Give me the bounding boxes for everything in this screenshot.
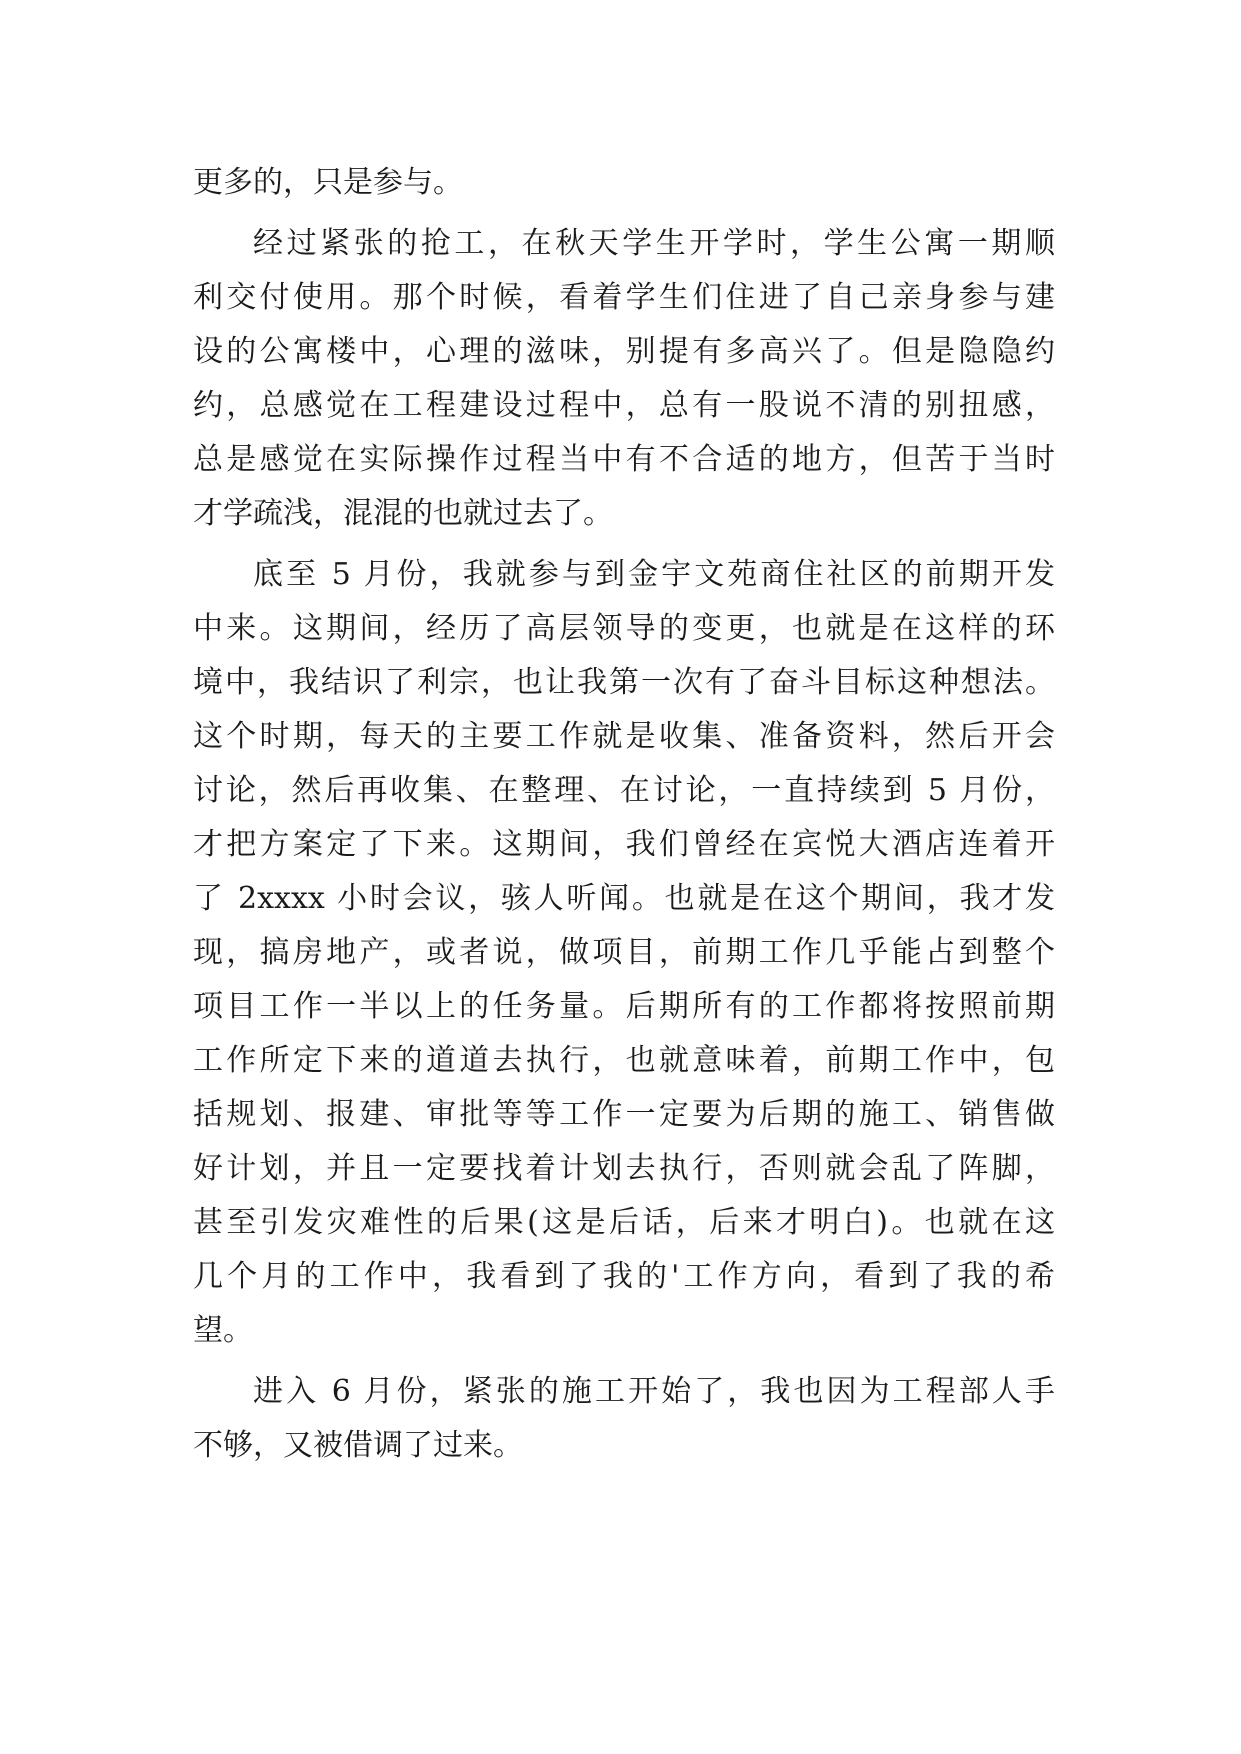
text-line: 经过紧张的抢工，在秋天学生开学时，学生公寓一期顺 <box>253 226 1055 261</box>
paragraph <box>193 548 1055 1358</box>
text-line: 望。 <box>193 1313 253 1348</box>
body-text <box>193 156 1055 1473</box>
paragraph <box>193 1365 1055 1473</box>
text-line: 这个时期，每天的主要工作就是收集、准备资料，然后开会 <box>193 719 1055 754</box>
text-line: 中来。这期间，经历了高层领导的变更，也就是在这样的环 <box>193 611 1055 646</box>
text-line: 项目工作一半以上的任务量。后期所有的工作都将按照前期 <box>193 989 1055 1024</box>
text-line: 几个月的工作中，我看到了我的'工作方向，看到了我的希 <box>193 1259 1055 1294</box>
text-line: 现，搞房地产，或者说，做项目，前期工作几乎能占到整个 <box>193 935 1055 970</box>
text-line: 好计划，并且一定要找着计划去执行，否则就会乱了阵脚， <box>193 1151 1055 1186</box>
text-line: 才学疏浅，混混的也就过去了。 <box>193 496 613 531</box>
text-line: 括规划、报建、审批等等工作一定要为后期的施工、销售做 <box>193 1097 1055 1132</box>
text-line: 不够，又被借调了过来。 <box>193 1428 523 1463</box>
text-line: 底至 5 月份，我就参与到金宇文苑商住社区的前期开发 <box>253 557 1055 592</box>
paragraph <box>193 217 1055 541</box>
text-line: 总是感觉在实际操作过程当中有不合适的地方，但苦于当时 <box>193 442 1055 477</box>
text-line: 设的公寓楼中，心理的滋味，别提有多高兴了。但是隐隐约 <box>193 334 1055 369</box>
text-line: 工作所定下来的道道去执行，也就意味着，前期工作中，包 <box>193 1043 1055 1078</box>
text-line: 约，总感觉在工程建设过程中，总有一股说不清的别扭感， <box>193 388 1055 423</box>
text-line: 利交付使用。那个时候，看着学生们住进了自己亲身参与建 <box>193 280 1055 315</box>
text-line: 进入 6 月份，紧张的施工开始了，我也因为工程部人手 <box>253 1374 1055 1409</box>
text-line: 了 2xxxx 小时会议，骇人听闻。也就是在这个期间，我才发 <box>193 881 1055 916</box>
text-line: 更多的，只是参与。 <box>193 165 463 200</box>
text-line: 讨论，然后再收集、在整理、在讨论，一直持续到 5 月份， <box>193 773 1055 808</box>
text-line: 才把方案定了下来。这期间，我们曾经在宾悦大酒店连着开 <box>193 827 1055 862</box>
paragraph <box>193 156 1055 210</box>
text-line: 甚至引发灾难性的后果(这是后话，后来才明白)。也就在这 <box>193 1205 1055 1240</box>
text-line: 境中，我结识了利宗，也让我第一次有了奋斗目标这种想法。 <box>193 665 1055 700</box>
